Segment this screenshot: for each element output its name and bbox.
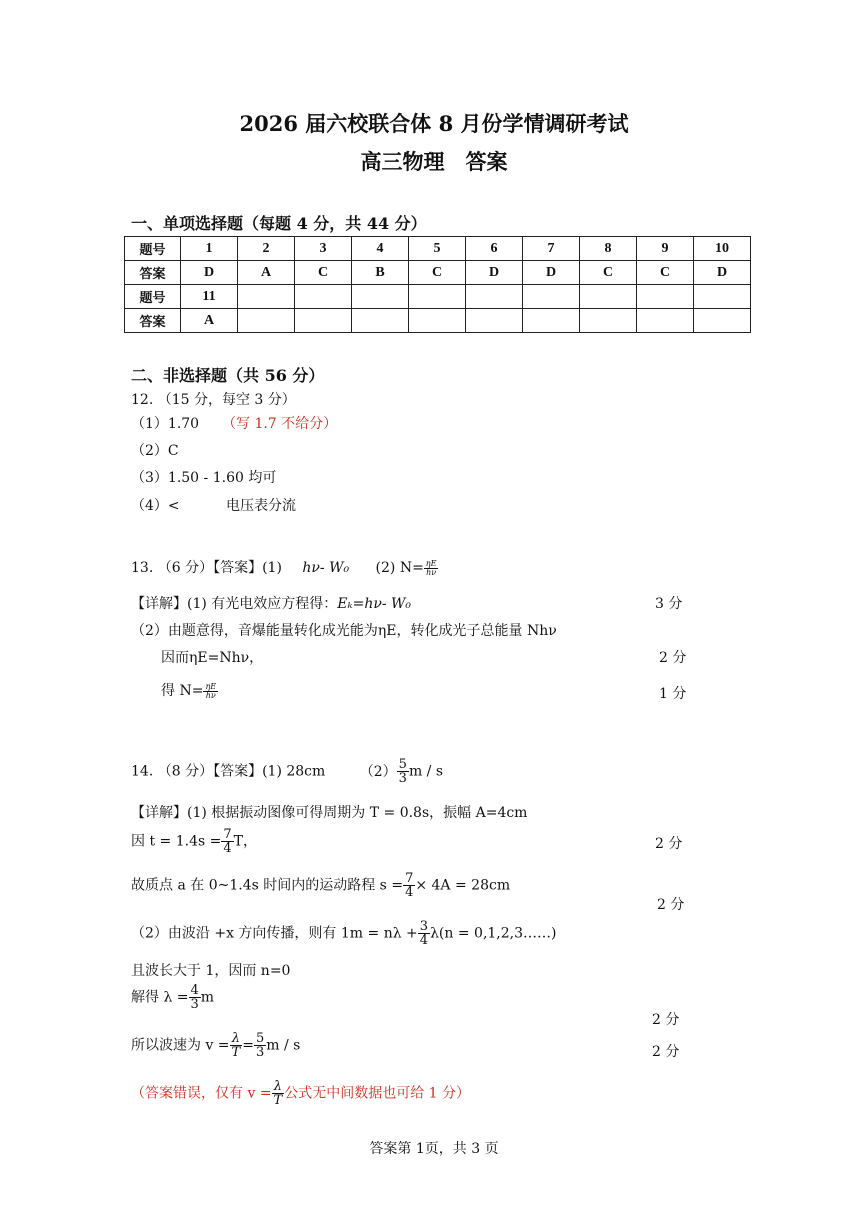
q14-detail-3-fraction — [403, 872, 415, 899]
q12-header: 12. （15 分，每空 3 分） — [131, 392, 296, 408]
page-footer: 答案第 1页，共 3 页 — [369, 1141, 499, 1157]
table-row — [125, 285, 751, 309]
table-cell — [580, 309, 637, 333]
q14-detail-7 — [131, 1032, 300, 1059]
q14-note-prefix: （答案错误，仅有 v = — [131, 1085, 272, 1102]
q14-detail-2-score: 2 分 — [655, 836, 683, 852]
table-cell: 2 — [238, 237, 295, 261]
q12-answer-2: （2）C — [131, 443, 179, 459]
table-cell — [580, 285, 637, 309]
q14-detail-6-fraction — [189, 984, 201, 1011]
table-cell — [466, 309, 523, 333]
q14-detail-2-suffix: T， — [233, 833, 257, 850]
fraction-denominator: 4 — [419, 933, 429, 948]
table-cell — [694, 285, 751, 309]
fraction-denominator: hν — [426, 567, 437, 577]
table-cell: C — [295, 261, 352, 285]
exam-title: 2026 届六校联合体 8 月份学情调研考试 — [239, 111, 629, 136]
table-cell — [694, 309, 751, 333]
fraction-numerator: ηE — [425, 558, 437, 568]
question-number-label: 题号 — [125, 237, 181, 261]
q14-answer-2-fraction — [397, 758, 409, 785]
q13-detail-4-fraction — [203, 683, 218, 700]
q14-detail-3 — [131, 872, 510, 899]
q13-detail-4-text: 得 N= — [161, 683, 204, 699]
q14-detail-6-prefix: 解得 λ = — [131, 989, 189, 1006]
section1-heading: 一、单项选择题（每题 4 分，共 44 分） — [131, 214, 427, 233]
table-cell: 4 — [352, 237, 409, 261]
q14-answer-2-unit: m / s — [408, 763, 444, 780]
answer-label: 答案 — [125, 261, 181, 285]
table-cell: 7 — [523, 237, 580, 261]
table-cell — [295, 309, 352, 333]
table-cell: A — [238, 261, 295, 285]
fraction-numerator: 7 — [223, 827, 232, 842]
table-cell: B — [352, 261, 409, 285]
q14-detail-7-prefix: 所以波速为 v = — [131, 1037, 230, 1054]
q14-note-fraction — [272, 1080, 285, 1107]
q14-detail-3-prefix: 故质点 a 在 0~1.4s 时间内的运动路程 s = — [131, 877, 404, 894]
table-cell: A — [181, 309, 238, 333]
q13-answer-2-fraction — [424, 560, 439, 577]
q12-answer-1-note: （写 1.7 不给分） — [222, 416, 338, 432]
q14-header-label: 14. （8 分）【答案】(1) 28cm — [131, 763, 326, 780]
table-cell: 1 — [181, 237, 238, 261]
q14-detail-7-score: 2 分 — [652, 1044, 680, 1060]
q12-answer-4-note: 电压表分流 — [226, 498, 296, 514]
fraction-numerator: 4 — [190, 983, 199, 998]
table-cell: D — [523, 261, 580, 285]
table-cell — [637, 285, 694, 309]
q14-detail-2-prefix: 因 t = 1.4s = — [131, 833, 222, 850]
q14-answer-2-prefix: （2） — [359, 763, 397, 780]
table-cell: C — [409, 261, 466, 285]
q14-header — [131, 758, 443, 785]
table-cell: C — [580, 261, 637, 285]
q13-detail-1 — [131, 593, 411, 613]
table-cell: 10 — [694, 237, 751, 261]
q14-detail-6-score: 2 分 — [652, 1012, 680, 1028]
q12-answer-4: （4）< — [131, 498, 180, 514]
table-cell — [295, 285, 352, 309]
answer-table — [124, 236, 751, 333]
table-cell: 3 — [295, 237, 352, 261]
fraction-denominator: 4 — [405, 885, 414, 900]
q14-detail-2-fraction — [221, 828, 233, 855]
q13-detail-4-score: 1 分 — [659, 686, 687, 702]
q13-detail-4 — [161, 680, 218, 700]
q14-detail-7-equals: = — [242, 1037, 254, 1054]
q13-detail-1-formula: Eₖ=hν- W₀ — [337, 596, 412, 612]
q14-detail-6-suffix: m — [200, 989, 215, 1006]
fraction-denominator: T — [273, 1093, 283, 1108]
table-cell — [523, 309, 580, 333]
table-cell — [352, 309, 409, 333]
section2-heading: 二、非选择题（共 56 分） — [131, 366, 325, 385]
table-cell: 11 — [181, 285, 238, 309]
q14-detail-3-score: 2 分 — [657, 897, 685, 913]
fraction-denominator: T — [231, 1045, 241, 1060]
table-cell — [466, 285, 523, 309]
table-row — [125, 309, 751, 333]
fraction-denominator: 3 — [190, 997, 199, 1012]
fraction-numerator: ηE — [205, 681, 217, 691]
q14-detail-6 — [131, 984, 214, 1011]
fraction-numerator: 3 — [419, 919, 429, 934]
table-cell — [409, 309, 466, 333]
q12-answer-3: （3）1.50 - 1.60 均可 — [131, 470, 277, 486]
answer-label: 答案 — [125, 309, 181, 333]
q13-detail-1-text: 【详解】(1) 有光电效应方程得： — [131, 596, 338, 612]
q14-detail-3-suffix: × 4A = 28cm — [415, 877, 511, 894]
q13-detail-3: 因而ηE=Nhν， — [161, 650, 264, 666]
q13-answer-2-prefix: (2) N= — [375, 560, 424, 576]
q14-detail-4-prefix: （2）由波沿 +x 方向传播，则有 1m = nλ + — [131, 925, 418, 942]
table-cell: 6 — [466, 237, 523, 261]
q13-header — [131, 557, 438, 577]
q14-detail-5: 且波长大于 1，因而 n=0 — [131, 963, 291, 979]
q14-detail-7-suffix: m / s — [266, 1037, 301, 1054]
exam-subtitle: 高三物理 答案 — [360, 149, 508, 174]
fraction-denominator: 3 — [255, 1045, 265, 1060]
q14-detail-7-fraction-2 — [254, 1032, 266, 1059]
question-number-label: 题号 — [125, 285, 181, 309]
fraction-numerator: 5 — [255, 1031, 265, 1046]
q13-detail-3-score: 2 分 — [659, 650, 687, 666]
fraction-numerator: λ — [272, 1080, 285, 1094]
fraction-denominator: hν — [205, 690, 216, 700]
q14-detail-1: 【详解】(1) 根据振动图像可得周期为 T = 0.8s，振幅 A=4cm — [131, 805, 528, 821]
table-cell: D — [694, 261, 751, 285]
fraction-denominator: 3 — [398, 771, 407, 786]
q13-header-label: 13. （6 分）【答案】(1) — [131, 560, 282, 576]
q14-detail-2 — [131, 828, 257, 855]
table-cell: D — [466, 261, 523, 285]
table-cell: 9 — [637, 237, 694, 261]
table-cell: C — [637, 261, 694, 285]
q13-answer-1: hν- W₀ — [302, 560, 350, 576]
q14-note-suffix: 公式无中间数据也可给 1 分） — [284, 1085, 471, 1102]
table-cell — [637, 309, 694, 333]
table-cell — [238, 285, 295, 309]
table-cell: 8 — [580, 237, 637, 261]
fraction-numerator: λ — [230, 1032, 243, 1046]
q14-detail-4-suffix: λ(n = 0,1,2,3……) — [430, 925, 557, 942]
table-row — [125, 261, 751, 285]
q14-detail-4 — [131, 920, 557, 947]
table-cell — [238, 309, 295, 333]
table-cell — [352, 285, 409, 309]
q13-detail-1-score: 3 分 — [655, 596, 683, 612]
fraction-numerator: 5 — [398, 757, 407, 772]
table-cell: 5 — [409, 237, 466, 261]
table-row — [125, 237, 751, 261]
fraction-denominator: 4 — [223, 841, 232, 856]
q14-detail-7-fraction-1 — [230, 1032, 243, 1059]
q12-answer-1: （1）1.70 — [131, 416, 200, 432]
q13-detail-2: （2）由题意得，音爆能量转化成光能为ηE，转化成光子总能量 Nhν — [131, 623, 557, 639]
table-cell: D — [181, 261, 238, 285]
q14-detail-4-fraction — [418, 920, 430, 947]
q14-note — [131, 1080, 470, 1107]
table-cell — [523, 285, 580, 309]
table-cell — [409, 285, 466, 309]
fraction-numerator: 7 — [405, 871, 414, 886]
